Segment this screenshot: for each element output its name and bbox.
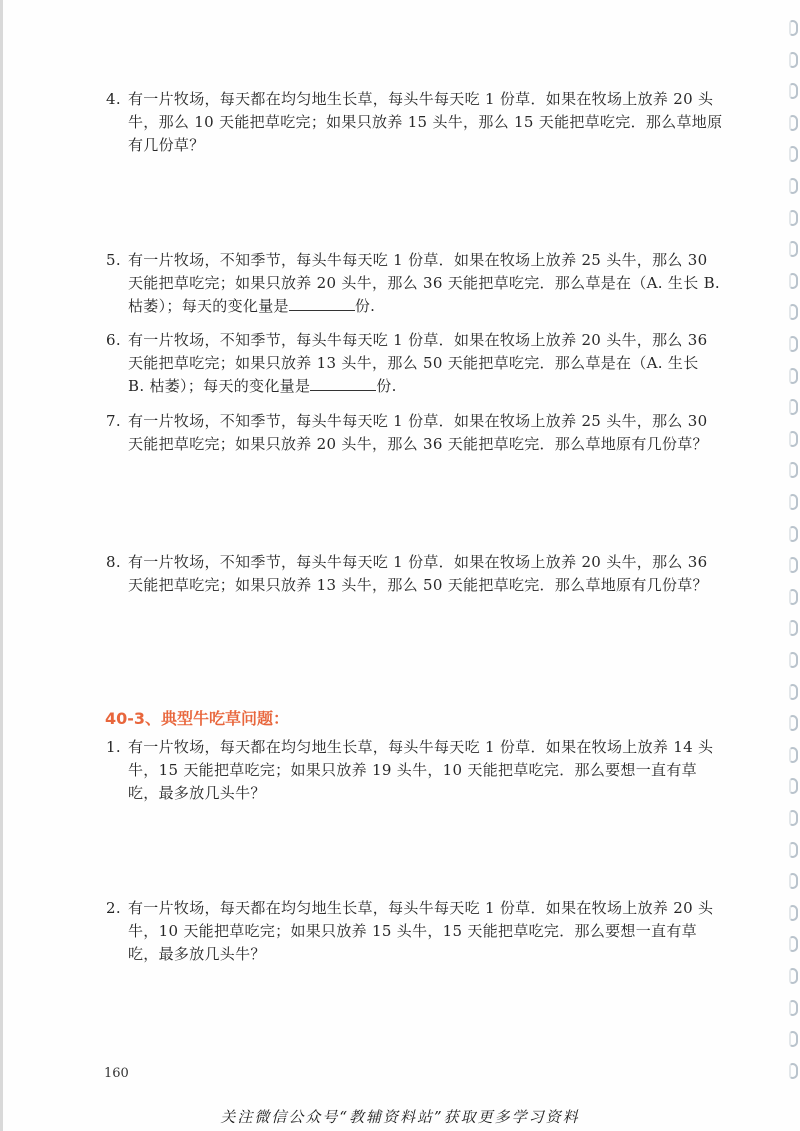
problem-number: 6. — [106, 331, 121, 349]
binding-ring — [789, 178, 798, 194]
binding-ring — [789, 905, 798, 921]
binding-ring — [789, 210, 798, 226]
binding-ring — [789, 842, 798, 858]
binding-ring — [789, 494, 798, 510]
binding-ring — [789, 368, 798, 384]
binding-ring — [789, 431, 798, 447]
problem-5 — [106, 249, 726, 318]
binding-ring — [789, 557, 798, 573]
problem-text-part: 有一片牧场，不知季节，每头牛每天吃 1 份草．如果在牧场上放养 20 头牛，那么 36 天能把草吃完；如果只放养 13 头牛，那么 50 天能把草吃完．那么草是在（A. 生长 B. 枯萎）；每天的变化量是 — [128, 331, 714, 395]
binding-ring — [789, 52, 798, 68]
problem-text — [128, 249, 726, 318]
page-left-edge — [0, 0, 3, 1131]
binding-ring — [789, 968, 798, 984]
binding-ring — [789, 1063, 798, 1079]
problem-text-part: 份. — [354, 297, 376, 315]
problem-8 — [106, 551, 726, 597]
problem-text-part: 有一片牧场，不知季节，每头牛每天吃 1 份草．如果在牧场上放养 25 头牛，那么 30 天能把草吃完；如果只放养 20 头牛，那么 36 天能把草吃完．那么草是在（A. 生长 B. 枯萎）；每天的变化量是 — [128, 251, 720, 315]
page-number: 160 — [104, 1066, 129, 1081]
binding-ring — [789, 1000, 798, 1016]
problem-text: 有一片牧场，不知季节，每头牛每天吃 1 份草．如果在牧场上放养 20 头牛，那么 36 天能把草吃完；如果只放养 13 头牛，那么 50 天能把草吃完．那么草地原有几份草？ — [128, 553, 708, 594]
problem-text — [128, 329, 726, 398]
section-problem-2 — [106, 897, 726, 966]
binding-ring — [789, 873, 798, 889]
binding-ring — [789, 589, 798, 605]
section-problem-1 — [106, 736, 726, 805]
binding-ring — [789, 20, 798, 36]
binding-ring — [789, 620, 798, 636]
binding-ring — [789, 115, 798, 131]
binding-ring — [789, 399, 798, 415]
spiral-binding — [784, 20, 800, 1100]
binding-ring — [789, 336, 798, 352]
binding-ring — [789, 83, 798, 99]
answer-blank[interactable] — [289, 296, 355, 311]
binding-ring — [789, 936, 798, 952]
binding-ring — [789, 684, 798, 700]
binding-ring — [789, 273, 798, 289]
binding-ring — [789, 146, 798, 162]
footer-note: 关注微信公众号“教辅资料站”获取更多学习资料 — [220, 1108, 580, 1126]
problem-text: 有一片牧场，每天都在均匀地生长草，每头牛每天吃 1 份草．如果在牧场上放养 20 头牛，那么 10 天能把草吃完；如果只放养 15 头牛，那么 15 天能把草吃完．那么草地原有几份草？ — [128, 90, 723, 154]
binding-ring — [789, 810, 798, 826]
section-title: 40-3、典型牛吃草问题： — [105, 709, 290, 728]
problem-4 — [106, 88, 726, 157]
problem-text: 有一片牧场，每天都在均匀地生长草，每头牛每天吃 1 份草．如果在牧场上放养 20 头牛，10 天能把草吃完；如果只放养 15 头牛，15 天能把草吃完．那么要想一直有草吃，最多放几头牛？ — [128, 899, 714, 963]
problem-6 — [106, 329, 726, 398]
binding-ring — [789, 747, 798, 763]
problem-text: 有一片牧场，不知季节，每头牛每天吃 1 份草．如果在牧场上放养 25 头牛，那么 30 天能把草吃完；如果只放养 20 头牛，那么 36 天能把草吃完．那么草地原有几份草？ — [128, 412, 708, 453]
problem-number: 4. — [106, 90, 121, 108]
binding-ring — [789, 462, 798, 478]
binding-ring — [789, 715, 798, 731]
binding-ring — [789, 526, 798, 542]
problem-number: 7. — [106, 412, 121, 430]
binding-ring — [789, 304, 798, 320]
problem-number: 5. — [106, 251, 121, 269]
problem-7 — [106, 410, 726, 456]
problem-text-part: 份. — [376, 377, 397, 395]
binding-ring — [789, 778, 798, 794]
binding-ring — [789, 241, 798, 257]
problem-number: 8. — [106, 553, 121, 571]
problem-text: 有一片牧场，每天都在均匀地生长草，每头牛每天吃 1 份草．如果在牧场上放养 14 头牛，15 天能把草吃完；如果只放养 19 头牛，10 天能把草吃完．那么要想一直有草吃，最多放几头牛？ — [128, 738, 714, 802]
answer-blank[interactable] — [310, 376, 376, 391]
binding-ring — [789, 652, 798, 668]
binding-ring — [789, 1031, 798, 1047]
problem-number: 1. — [106, 738, 121, 756]
problem-number: 2. — [106, 899, 121, 917]
